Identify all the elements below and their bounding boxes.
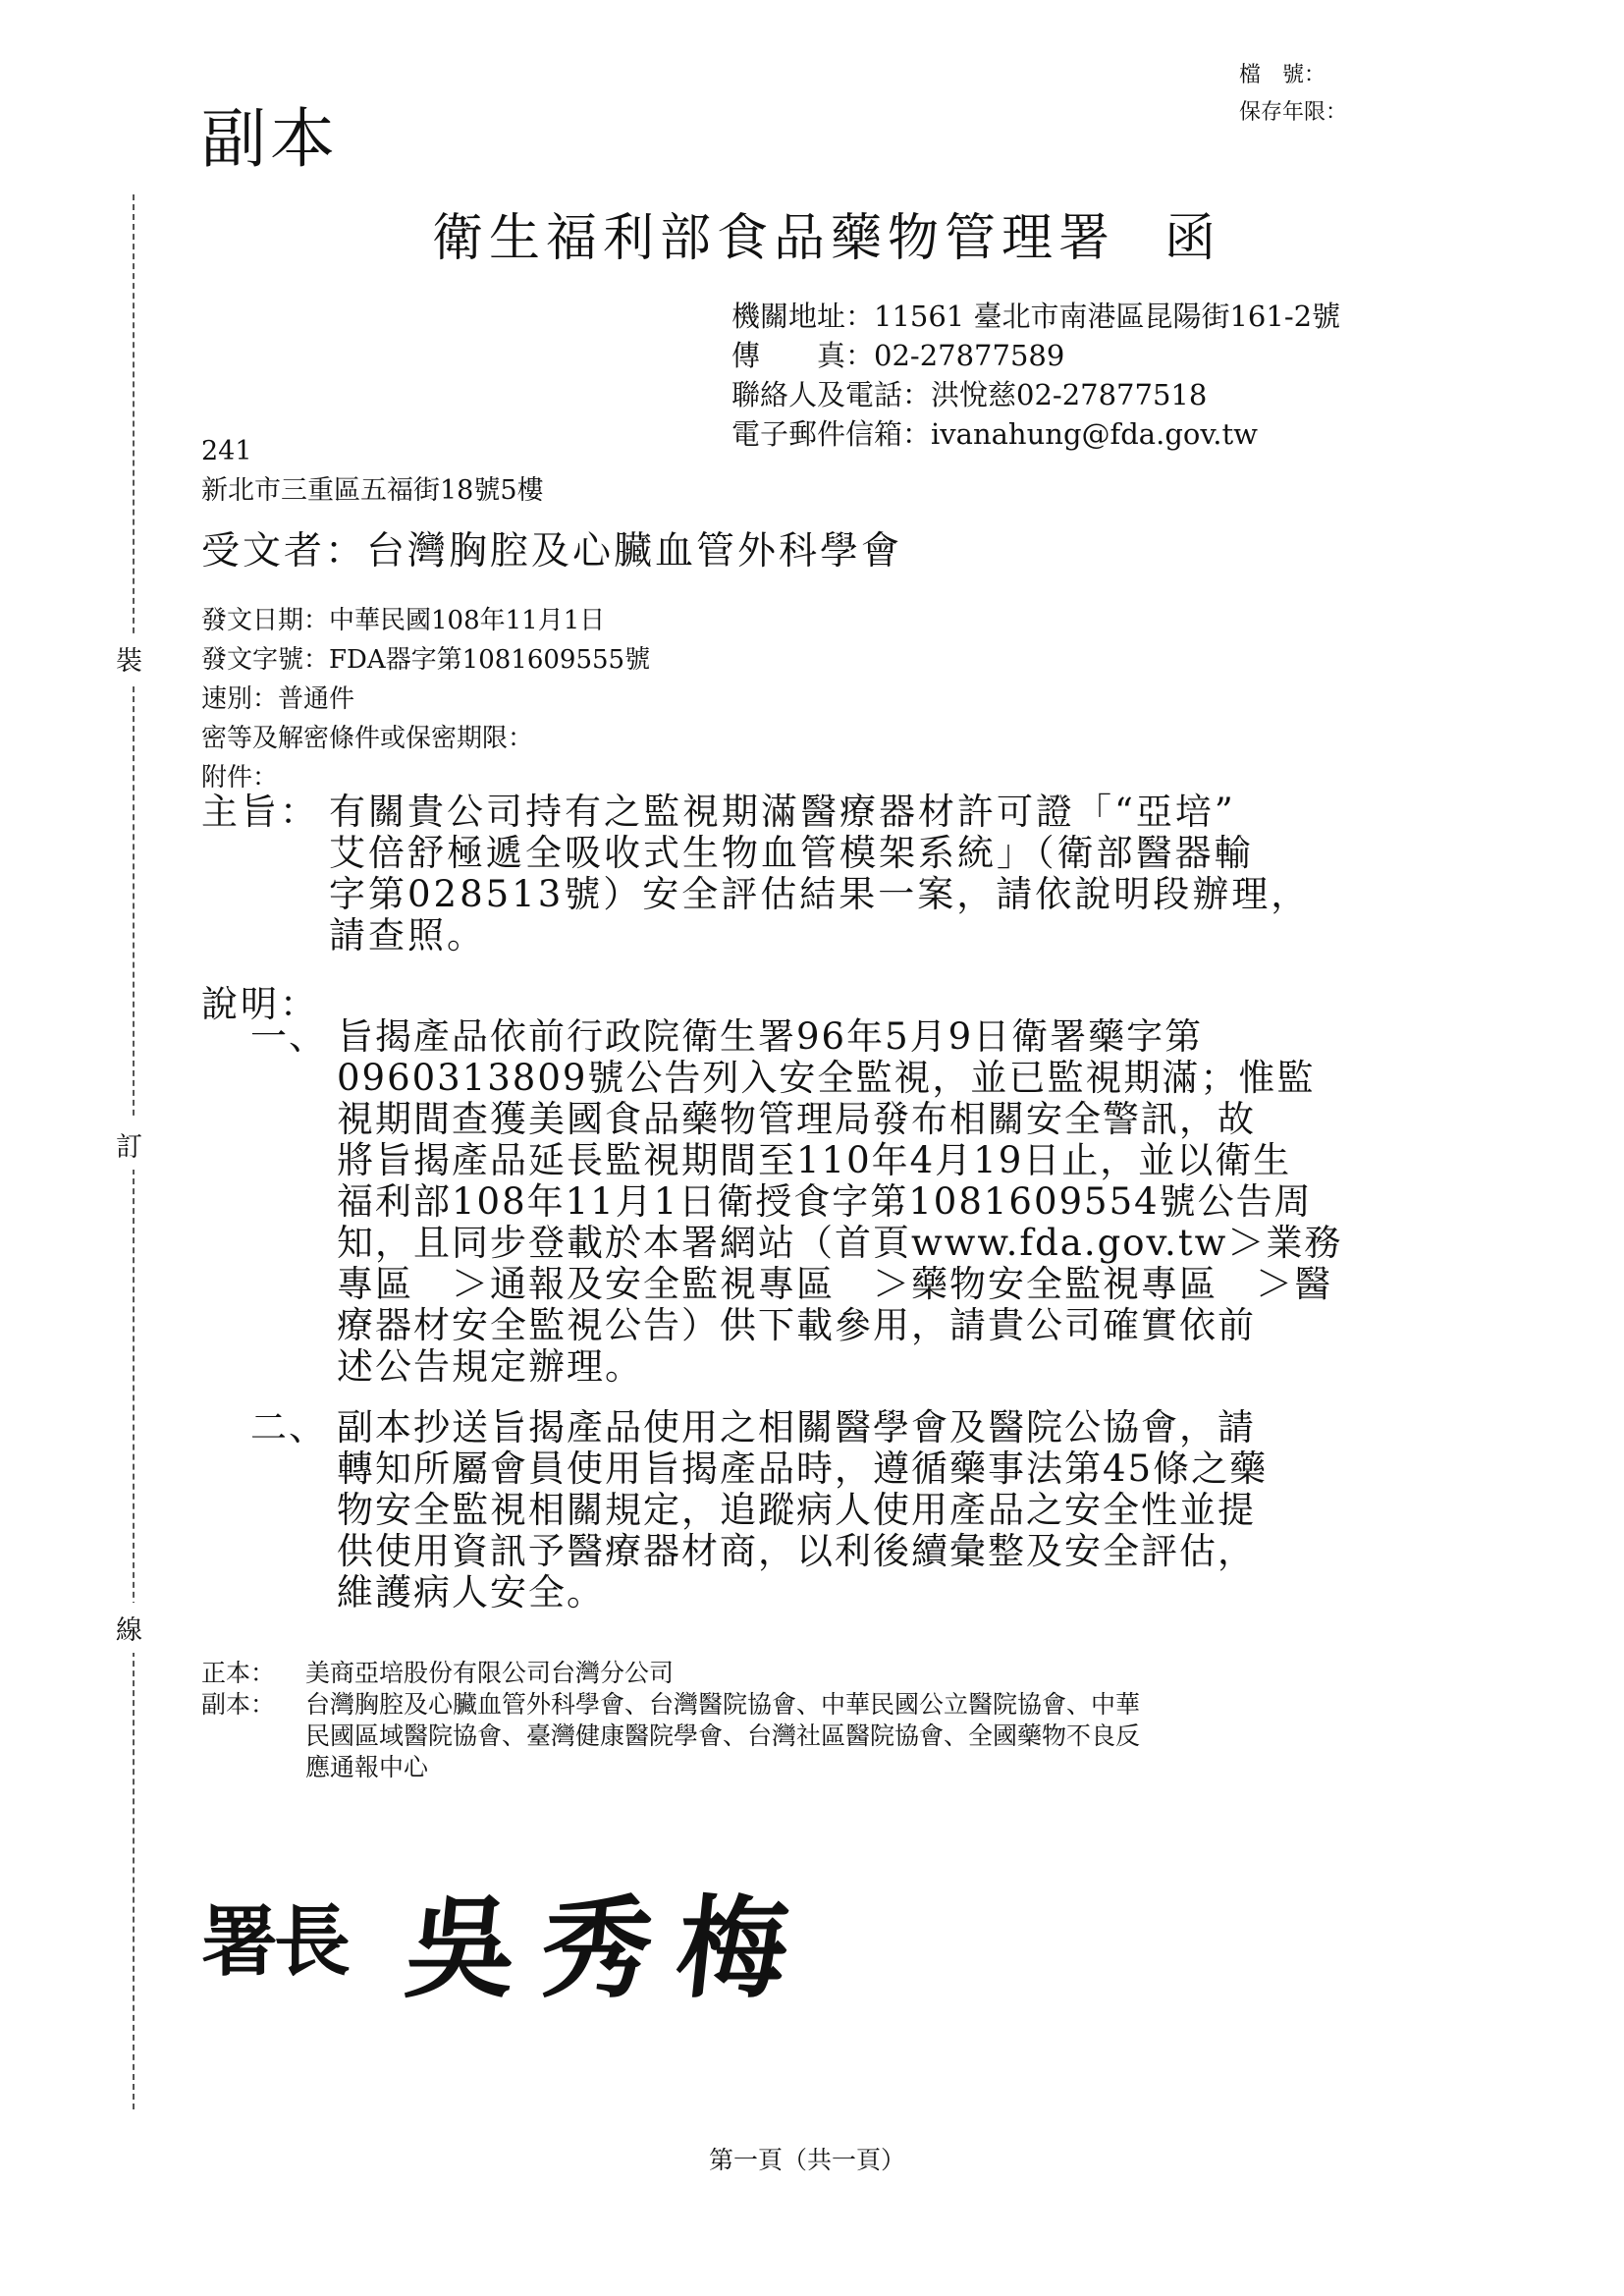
item-line: 維護病人安全。	[337, 1571, 605, 1613]
item-body	[337, 1407, 1268, 1613]
cc-line: 台灣胸腔及心臟血管外科學會、台灣醫院協會、中華民國公立醫院協會、中華	[305, 1690, 1141, 1719]
item-line: 知，且同步登載於本署網站（首頁www.fda.gov.tw＞業務	[337, 1222, 1343, 1264]
email-address: 電子郵件信箱：ivanahung@fda.gov.tw	[731, 417, 1258, 451]
file-number-label: 檔 號：	[1239, 63, 1326, 87]
street-address: 新北市三重區五福街18號5樓	[201, 475, 544, 506]
explanation-label: 說明：	[201, 983, 319, 1025]
retention-label: 保存年限：	[1239, 100, 1348, 125]
signature-name: 吳秀梅	[400, 1885, 820, 2013]
binding-char-xian: 線	[116, 1603, 142, 1653]
document-title	[432, 196, 1221, 270]
subject-line: 請查照。	[329, 914, 486, 957]
postal-code: 241	[201, 436, 252, 466]
doc-type: 函	[1164, 209, 1222, 268]
main-copy-line: 美商亞培股份有限公司台灣分公司	[305, 1659, 675, 1687]
issue-date: 發文日期：中華民國108年11月1日	[201, 606, 606, 635]
doc-number: 發文字號：FDA器字第1081609555號	[201, 645, 651, 675]
confidentiality: 密等及解密條件或保密期限：	[201, 724, 534, 753]
fax-number: 傳 真：02-27877589	[731, 339, 1065, 372]
item-line: 轉知所屬會員使用旨揭產品時，遵循藥事法第45條之藥	[337, 1448, 1269, 1490]
signature-title: 署長	[201, 1897, 348, 1987]
agency-name: 衛生福利部食品藥物管理署	[432, 209, 1116, 268]
speed-class: 速別：普通件	[201, 684, 355, 714]
item-line: 旨揭產品依前行政院衛生署96年5月9日衛署藥字第	[337, 1015, 1204, 1058]
subject-line: 字第028513號）安全評估結果一案，請依說明段辦理，	[329, 873, 1311, 915]
attachment: 附件：	[201, 763, 279, 793]
subject-body	[329, 792, 1624, 957]
subject-line: 有關貴公司持有之監視期滿醫療器材許可證「“亞培”	[329, 791, 1236, 833]
file-info	[1239, 57, 1347, 132]
item-line: 療器材安全監視公告）供下載參用，請貴公司確實依前	[337, 1304, 1256, 1346]
cc-line: 民國區域醫院協會、臺灣健康醫院學會、台灣社區醫院協會、全國藥物不良反	[305, 1722, 1141, 1750]
contact-person: 聯絡人及電話：洪悅慈02-27877518	[731, 378, 1208, 411]
item-line: 副本抄送旨揭產品使用之相關醫學會及醫院公協會，請	[337, 1406, 1256, 1449]
contact-block	[731, 297, 1340, 454]
item-body	[337, 1016, 1342, 1388]
item-line: 述公告規定辦理。	[337, 1345, 643, 1388]
item-line: 專區 ＞通報及安全監視專區 ＞藥物安全監視專區 ＞醫	[337, 1263, 1332, 1305]
subject-line: 艾倍舒極遞全吸收式生物血管模架系統」（衛部醫器輸	[329, 832, 1254, 874]
item-line: 視期間查獲美國食品藥物管理局發布相關安全警訊，故	[337, 1098, 1256, 1140]
item-line: 0960313809號公告列入安全監視，並已監視期滿；惟監	[337, 1057, 1316, 1099]
item-number: 二、	[250, 1406, 327, 1449]
recipient: 受文者：台灣胸腔及心臟血管外科學會	[201, 529, 903, 574]
item-number: 一、	[250, 1015, 327, 1058]
binding-char-zhuang: 裝	[116, 633, 142, 683]
item-line: 供使用資訊予醫療器材商，以利後續彙整及安全評估，	[337, 1530, 1256, 1572]
agency-address: 機關地址：11561 臺北市南港區昆陽街161-2號	[731, 300, 1341, 333]
main-copy-body	[305, 1658, 674, 1689]
binding-char-ding: 訂	[116, 1120, 142, 1170]
copy-mark: 副本	[201, 101, 339, 177]
cc-body	[305, 1689, 1140, 1783]
item-line: 福利部108年11月1日衛授食字第1081609554號公告周	[337, 1180, 1313, 1223]
cc-label: 副本：	[201, 1690, 276, 1719]
cc-line: 應通報中心	[305, 1753, 429, 1781]
recipient-address	[201, 432, 544, 511]
page-number: 第一頁（共一頁）	[709, 2146, 906, 2174]
item-line: 將旨揭產品延長監視期間至110年4月19日止，並以衛生	[337, 1139, 1292, 1181]
item-line: 物安全監視相關規定，追蹤病人使用產品之安全性並提	[337, 1489, 1256, 1531]
subject-label: 主旨：	[201, 791, 319, 833]
main-copy-label: 正本：	[201, 1659, 276, 1687]
meta-block	[201, 601, 650, 797]
signature-stamp	[201, 1861, 908, 2013]
